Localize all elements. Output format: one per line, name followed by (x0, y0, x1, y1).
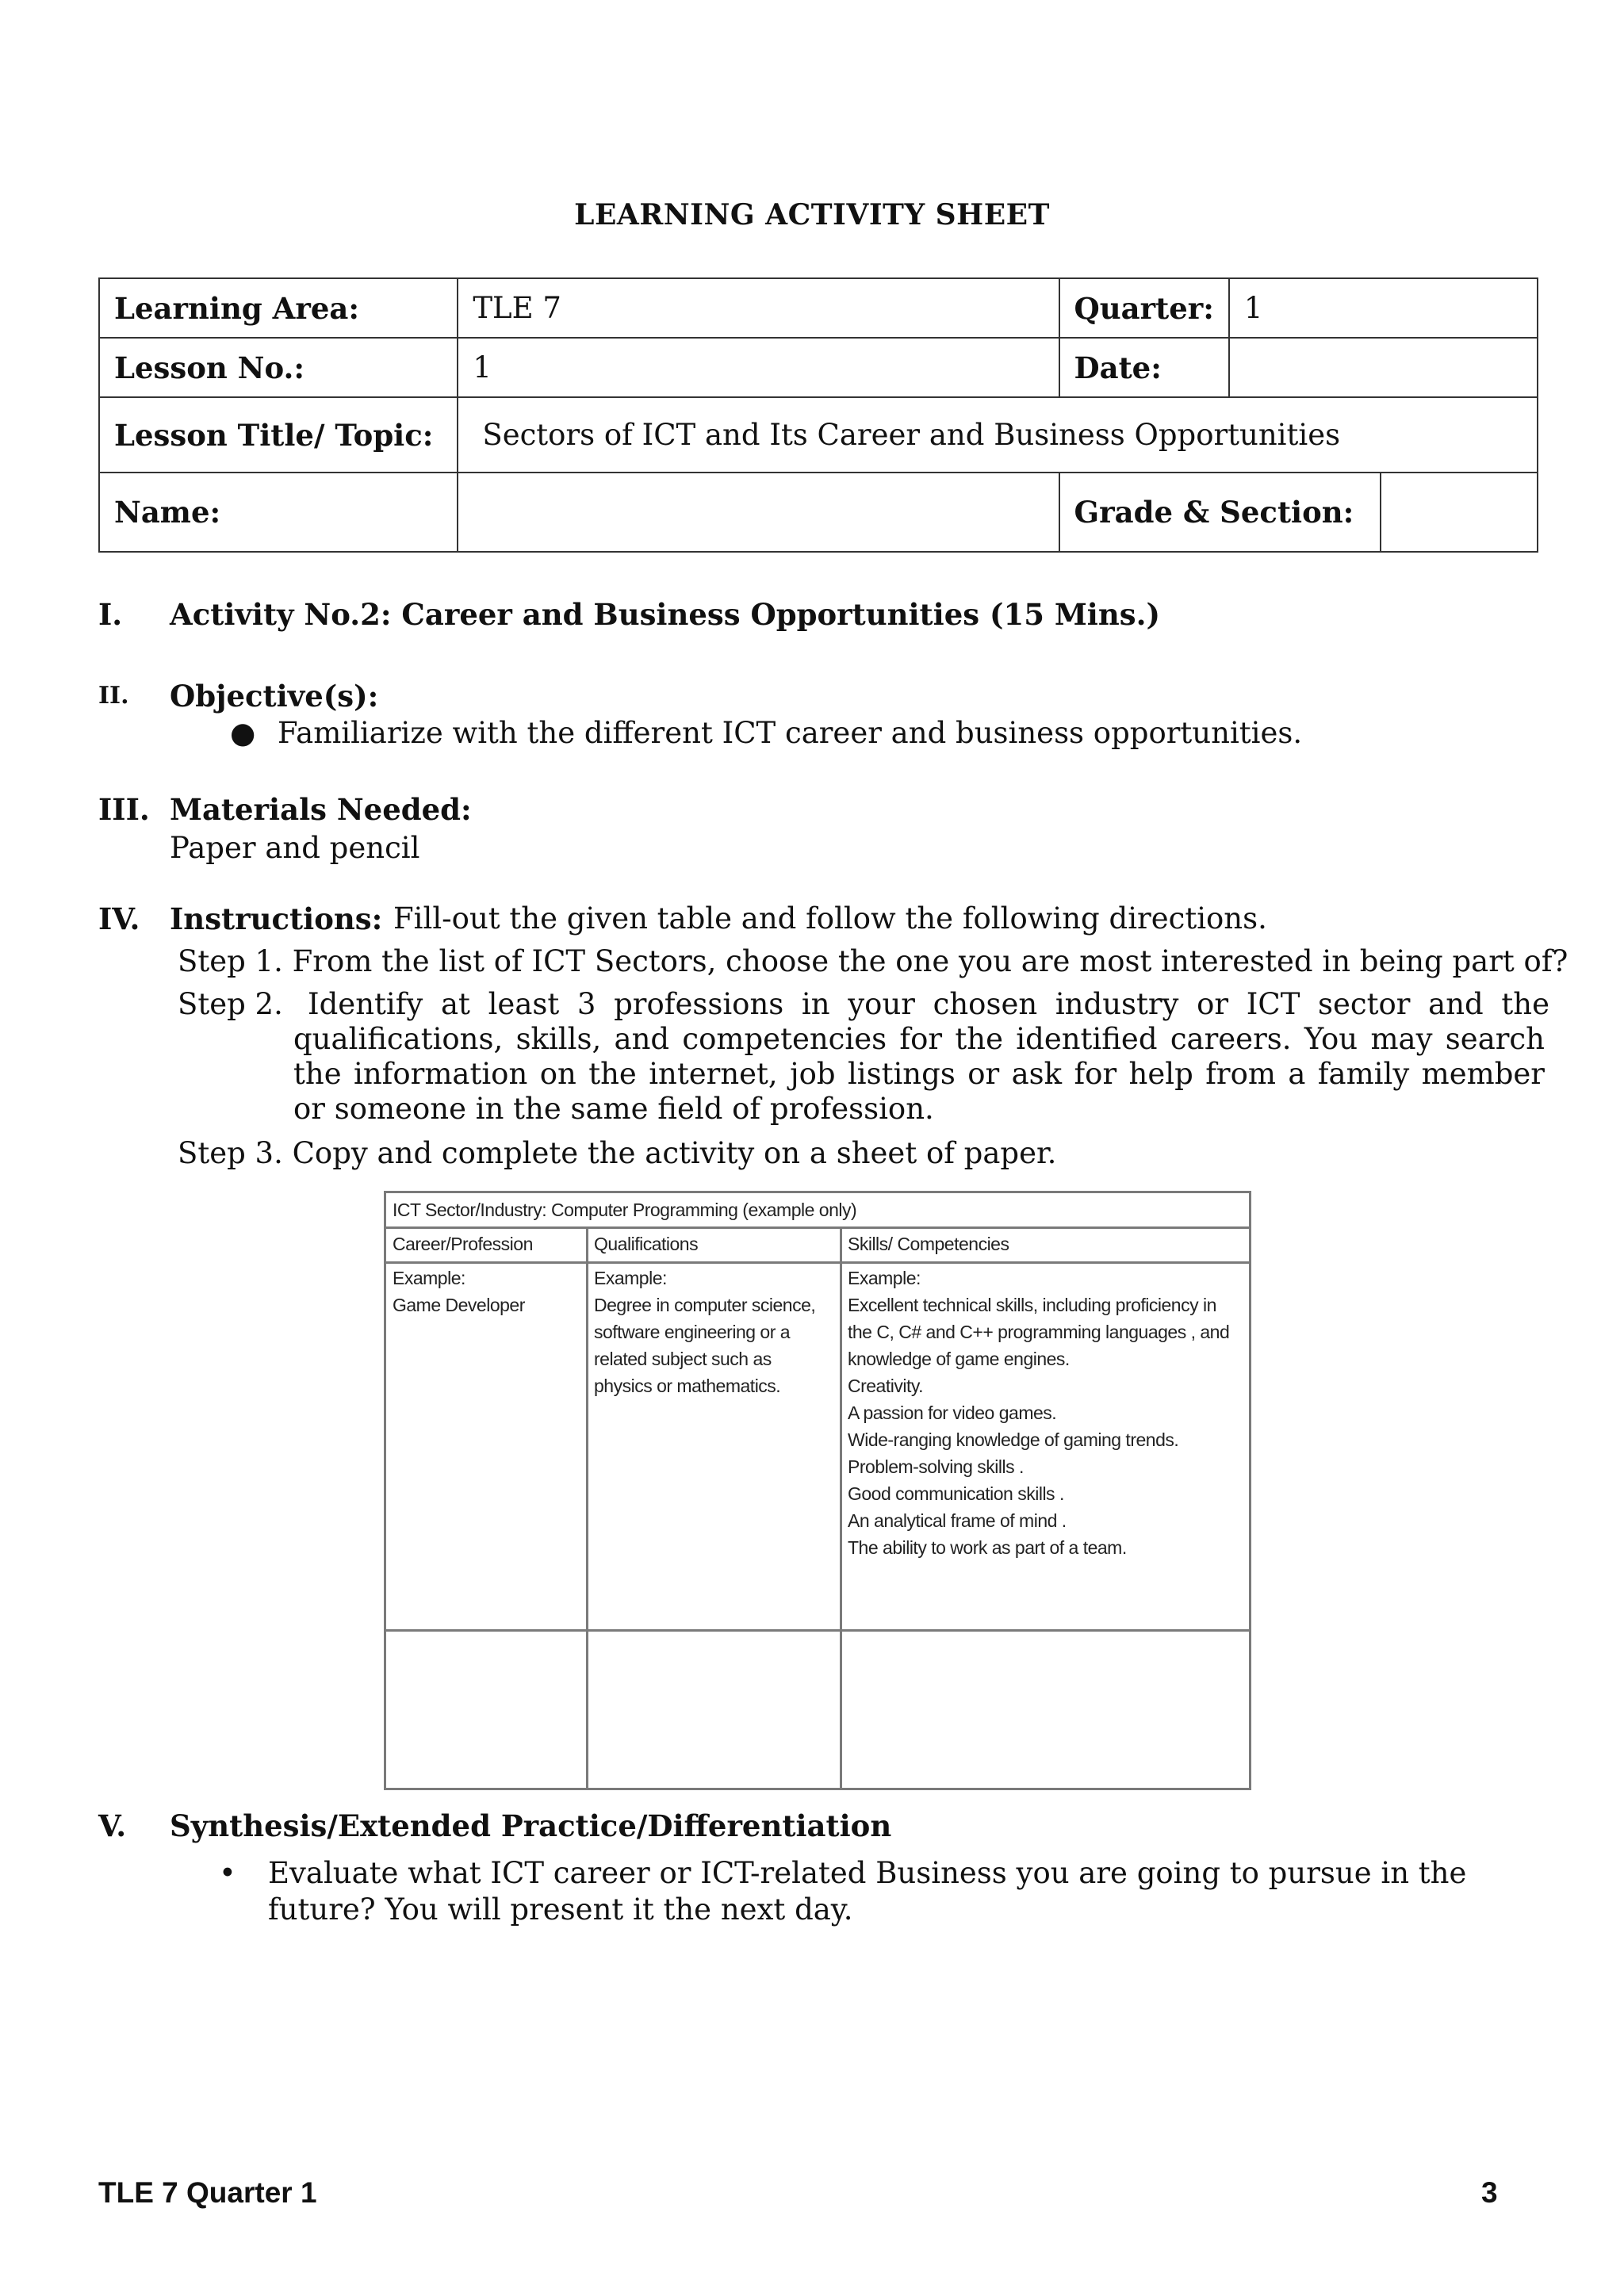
skill-line: knowledge of game engines. (848, 1349, 1070, 1369)
synthesis-text: Evaluate what ICT career or ICT-related Business you are going to pursue in the future? You will present it the next day. (268, 1856, 1467, 1927)
example-caption-row (386, 1193, 1249, 1229)
lesson-no-label: Lesson No.: (99, 338, 458, 397)
objective-text: Familiarize with the different ICT career and business opportunities. (278, 716, 1303, 750)
example-header-row (386, 1226, 1249, 1264)
step-1: Step 1. From the list of ICT Sectors, choose the one you are most interested in being part of? (178, 944, 1568, 978)
skill-line: A passion for video games. (848, 1402, 1057, 1423)
step-2-label: Step 2. (178, 987, 283, 1021)
section-materials (98, 791, 1542, 828)
quarter-label: Quarter: (1059, 278, 1229, 338)
section-heading: Objective(s): (170, 679, 379, 714)
section-number: I. (98, 597, 123, 632)
skill-line: Problem-solving skills . (848, 1456, 1024, 1477)
learning-area-label: Learning Area: (99, 278, 458, 338)
materials-text: Paper and pencil (170, 831, 420, 865)
header-table (98, 277, 1538, 553)
skill-line: An analytical frame of mind . (848, 1510, 1067, 1531)
section-number: IV. (98, 901, 140, 936)
section-number: II. (98, 682, 129, 710)
lesson-no-value: 1 (458, 338, 1059, 397)
bullet-icon: • (219, 1856, 236, 1890)
footer-label: TLE 7 Quarter 1 (98, 2176, 317, 2209)
date-label: Date: (1059, 338, 1229, 397)
section-heading: Materials Needed: (170, 792, 472, 827)
qualifications-cell (594, 1265, 815, 1399)
instructions-text: Fill-out the given table and follow the following directions. (393, 901, 1267, 936)
header-career: Career/Profession (393, 1234, 533, 1254)
section-number: V. (98, 1808, 127, 1843)
qualification-line: software engineering or a (594, 1322, 791, 1342)
step-2-text: qualifications, skills, and competencies for the identified careers. You may search the information on the internet, job listings or ask for help from a family member or someone in the same field of profession. (293, 1022, 1545, 1126)
career-line: Example: (393, 1268, 465, 1288)
section-number: III. (98, 792, 150, 827)
section-instructions (98, 901, 1542, 937)
qualification-line: Degree in computer science, (594, 1295, 816, 1315)
skill-line: Wide-ranging knowledge of gaming trends. (848, 1429, 1179, 1450)
step-2-line1: Identify at least 3 professions in your chosen industry or ICT sector and the (308, 987, 1549, 1021)
skills-cell (848, 1265, 1229, 1561)
bullet-icon: ● (230, 716, 256, 750)
section-synthesis (98, 1808, 1542, 1844)
career-line: Game Developer (393, 1295, 525, 1315)
qualification-line: Example: (594, 1268, 667, 1288)
qualification-line: related subject such as (594, 1349, 772, 1369)
grade-section-label: Grade & Section: (1059, 473, 1381, 552)
page-number: 3 (1481, 2176, 1498, 2209)
lesson-title-value: Sectors of ICT and Its Career and Business Opportunities (458, 397, 1538, 473)
career-cell (393, 1265, 525, 1318)
skill-line: Good communication skills . (848, 1483, 1064, 1504)
section-objectives (98, 678, 1542, 714)
name-label: Name: (99, 473, 458, 552)
skill-line: the C, C# and C++ programming languages , and (848, 1322, 1230, 1342)
skill-line: Creativity. (848, 1376, 924, 1396)
example-table (384, 1191, 1251, 1790)
example-data-row (386, 1261, 1249, 1632)
section-heading: Activity No.2: Career and Business Opportunities (15 Mins.) (170, 597, 1160, 632)
grade-section-value (1381, 473, 1538, 552)
page-title: LEARNING ACTIVITY SHEET (574, 198, 1050, 232)
skill-line: Example: (848, 1268, 921, 1288)
header-skills: Skills/ Competencies (848, 1234, 1009, 1254)
section-heading: Synthesis/Extended Practice/Differentiation (170, 1808, 892, 1843)
header-qualifications: Qualifications (594, 1234, 699, 1254)
skill-line: The ability to work as part of a team. (848, 1537, 1127, 1558)
name-value (458, 473, 1059, 552)
section-heading: Instructions: (170, 901, 383, 936)
learning-area-value: TLE 7 (458, 278, 1059, 338)
quarter-value: 1 (1229, 278, 1538, 338)
lesson-title-label: Lesson Title/ Topic: (99, 397, 458, 473)
column-divider (840, 1226, 842, 1788)
skill-line: Excellent technical skills, including proficiency in (848, 1295, 1216, 1315)
qualification-line: physics or mathematics. (594, 1376, 781, 1396)
column-divider (586, 1226, 588, 1788)
date-value (1229, 338, 1538, 397)
step-3: Step 3. Copy and complete the activity on a sheet of paper. (178, 1136, 1057, 1170)
example-caption: ICT Sector/Industry: Computer Programming (example only) (393, 1200, 857, 1220)
